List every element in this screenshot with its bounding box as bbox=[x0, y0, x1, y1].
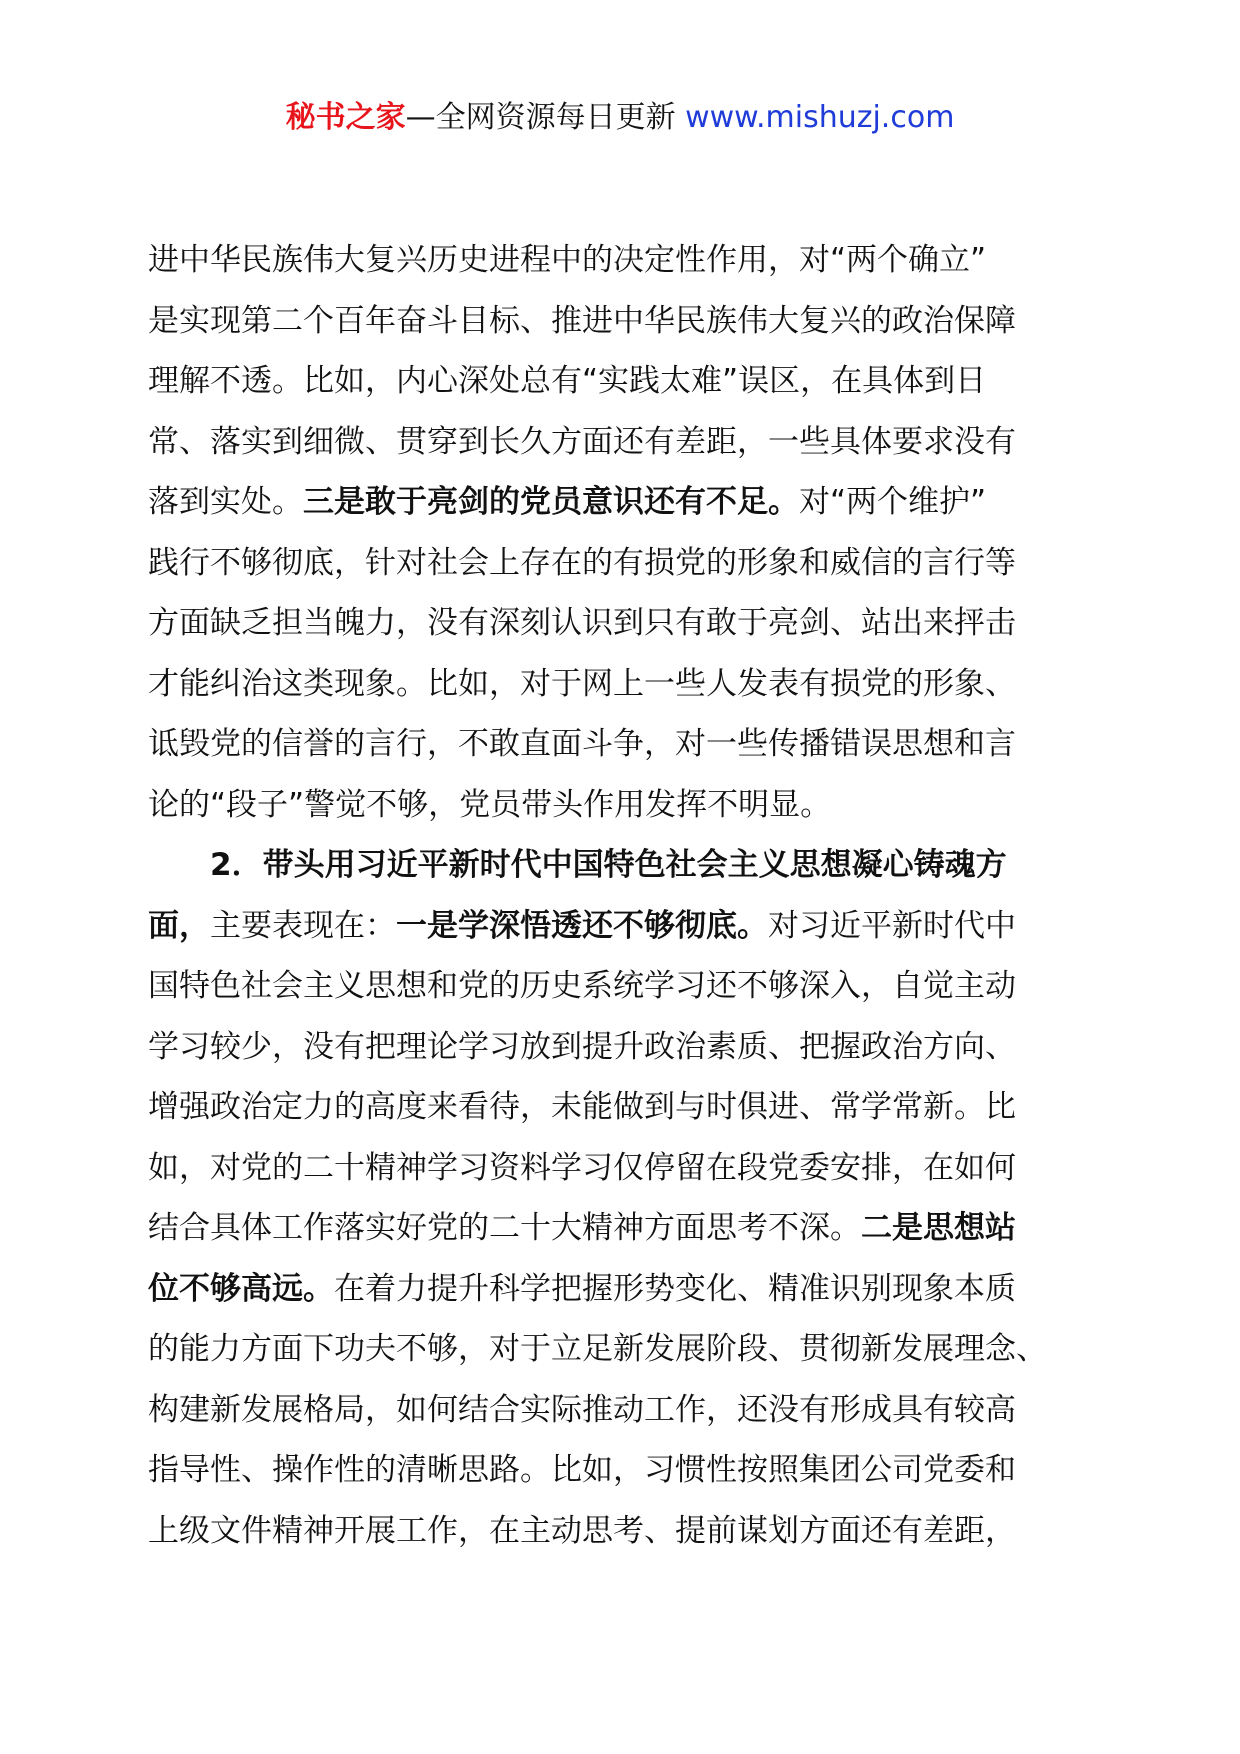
text-line: 落到实处。三是敢于亮剑的党员意识还有不足。对“两个维护” bbox=[148, 484, 987, 520]
point-heading: 二是思想站 bbox=[861, 1210, 1016, 1246]
text-line: 理解不透。比如，内心深处总有“实践太难”误区，在具体到日 bbox=[148, 363, 987, 399]
text-line: 是实现第二个百年奋斗目标、推进中华民族伟大复兴的政治保障 bbox=[148, 302, 1016, 339]
document-body bbox=[148, 230, 1098, 1561]
text-line: 增强政治定力的高度来看待，未能做到与时俱进、常学常新。比 bbox=[148, 1089, 1016, 1125]
text-line: 论的“段子”警觉不够，党员带头作用发挥不明显。 bbox=[148, 786, 832, 823]
text-line: 上级文件精神开展工作，在主动思考、提前谋划方面还有差距， bbox=[148, 1512, 1016, 1549]
point-heading: 位不够高远。 bbox=[148, 1270, 334, 1307]
text-line: 如，对党的二十精神学习资料学习仅停留在段党委安排，在如何 bbox=[148, 1149, 1016, 1186]
text-line: 学习较少，没有把理论学习放到提升政治素质、把握政治方向、 bbox=[148, 1028, 1016, 1065]
text-line: 常、落实到细微、贯穿到长久方面还有差距，一些具体要求没有 bbox=[148, 423, 1016, 460]
text-line: 结合具体工作落实好党的二十大精神方面思考不深。二是思想站 bbox=[148, 1210, 1016, 1246]
point-heading: 三是敢于亮剑的党员意识还有不足。 bbox=[303, 484, 799, 520]
page-header bbox=[0, 98, 1240, 138]
text-line: 的能力方面下功夫不够，对于立足新发展阶段、贯彻新发展理念、 bbox=[148, 1331, 1047, 1367]
section-heading: 2．带头用习近平新时代中国特色社会主义思想凝心铸魂方 bbox=[210, 847, 1007, 883]
text-line: 面，主要表现在：一是学深悟透还不够彻底。对习近平新时代中 bbox=[148, 907, 1016, 944]
text-line: 才能纠治这类现象。比如，对于网上一些人发表有损党的形象、 bbox=[148, 665, 1016, 702]
text-line: 构建新发展格局，如何结合实际推动工作，还没有形成具有较高 bbox=[148, 1391, 1016, 1428]
text-line: 位不够高远。在着力提升科学把握形势变化、精准识别现象本质 bbox=[148, 1270, 1016, 1307]
header-slogan: —全网资源每日更新 bbox=[405, 100, 676, 135]
text-line: 指导性、操作性的清晰思路。比如，习惯性按照集团公司党委和 bbox=[148, 1452, 1016, 1488]
text-line: 国特色社会主义思想和党的历史系统学习还不够深入，自觉主动 bbox=[148, 968, 1016, 1004]
website-url[interactable]: www.mishuzj.com bbox=[675, 100, 955, 135]
text-line: 方面缺乏担当魄力，没有深刻认识到只有敢于亮剑、站出来抨击 bbox=[148, 605, 1016, 641]
text-line: 进中华民族伟大复兴历史进程中的决定性作用，对“两个确立” bbox=[148, 242, 987, 278]
brand-name: 秘书之家 bbox=[285, 100, 406, 135]
text-line: 践行不够彻底，针对社会上存在的有损党的形象和威信的言行等 bbox=[148, 544, 1016, 581]
text-line: 诋毁党的信誉的言行，不敢直面斗争，对一些传播错误思想和言 bbox=[148, 726, 1016, 762]
point-heading: 一是学深悟透还不够彻底。 bbox=[396, 907, 768, 944]
